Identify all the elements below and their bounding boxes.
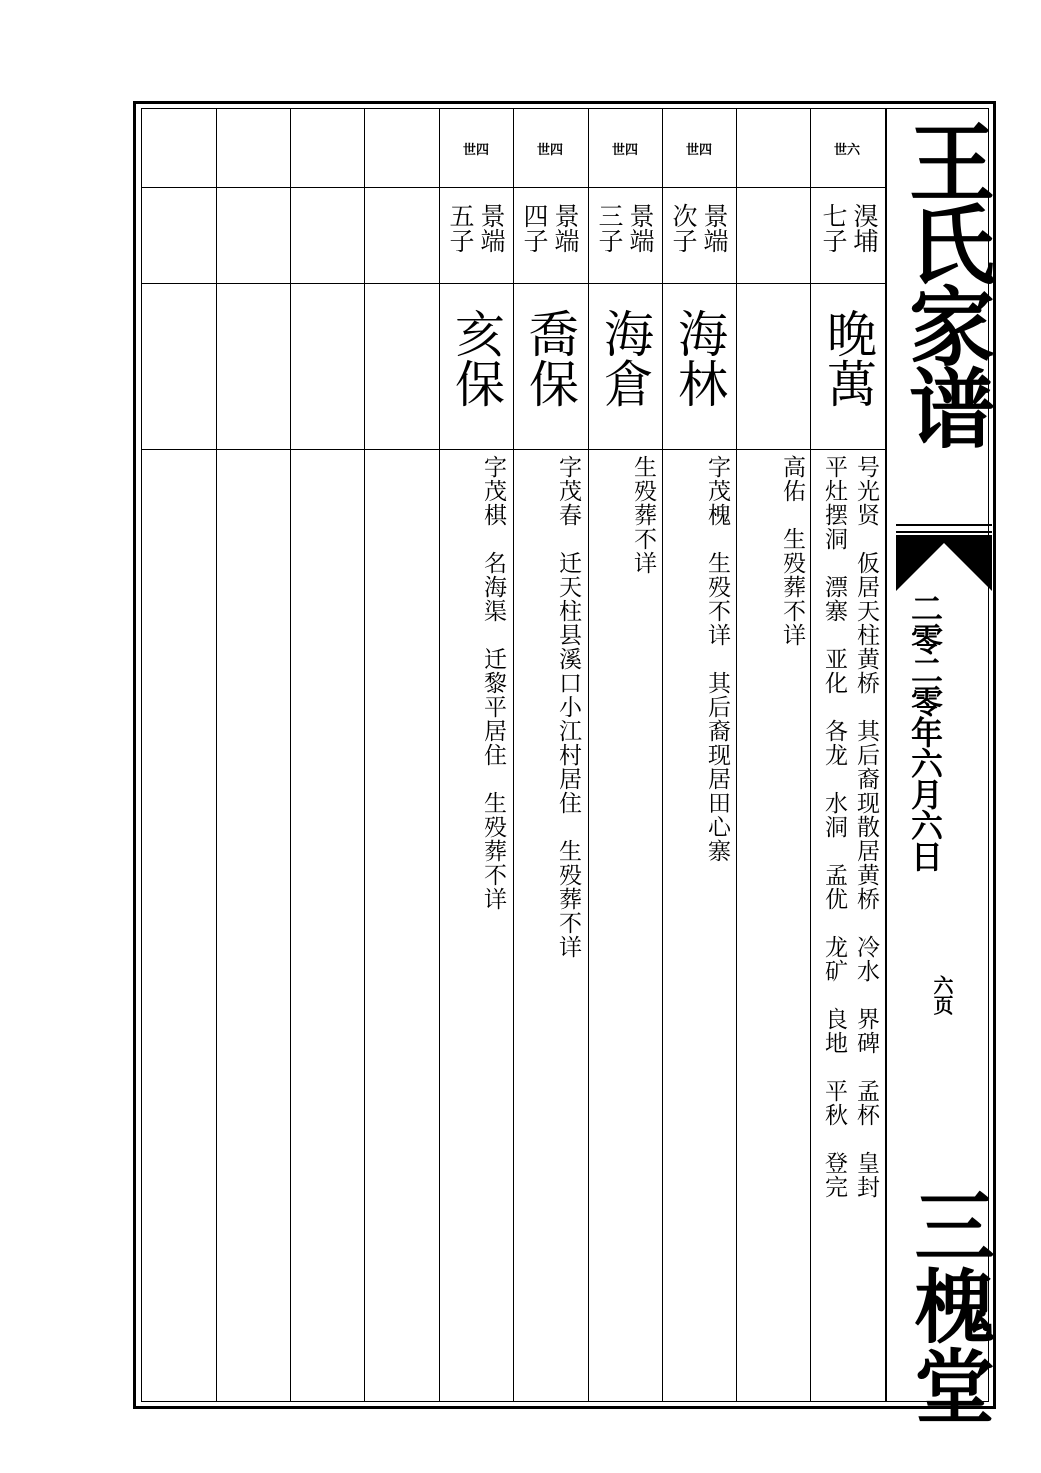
genealogy-title: 王氏家谱	[894, 118, 995, 446]
column-divider	[439, 108, 440, 1402]
title-rule	[896, 531, 992, 533]
relation-label: 景端 三子	[595, 203, 655, 253]
relation-label: 景端 次子	[669, 203, 729, 253]
person-name: 海倉	[596, 308, 654, 408]
generation-label: 世四	[536, 143, 563, 158]
biography-note: 号光贤 仮居天柱黄桥 其后裔现散居黄桥 冷水 界碑 孟杯 皇封	[853, 455, 879, 1199]
relation-label: 景端 四子	[520, 203, 580, 253]
person-name: 喬保	[521, 308, 579, 408]
column-divider	[216, 108, 217, 1402]
generation-label: 世四	[462, 143, 489, 158]
biography-note: 高佑 生殁葬不详	[779, 455, 805, 647]
title-column-divider	[885, 108, 887, 1402]
column-divider	[364, 108, 365, 1402]
column-divider	[736, 108, 737, 1402]
compile-date: 二零二零年六月六日	[906, 592, 944, 871]
biography-note: 平灶摆洞 漂寨 亚化 各龙 水洞 孟优 龙矿 良地 平秋 登完	[821, 455, 847, 1199]
column-divider	[513, 108, 514, 1402]
title-rule	[896, 524, 992, 526]
relation-label: 湨埔 七子	[819, 203, 879, 253]
row-divider	[141, 449, 885, 450]
column-divider	[588, 108, 589, 1402]
biography-note: 字茂槐 生殁不详 其后裔现居田心寨	[704, 455, 730, 863]
column-divider	[290, 108, 291, 1402]
biography-note: 字茂春 迁天柱县溪口小江村居住 生殁葬不详	[555, 455, 581, 959]
row-divider	[141, 187, 885, 188]
person-name: 晚萬	[819, 308, 877, 408]
person-name: 海林	[670, 308, 728, 408]
column-divider	[810, 108, 811, 1402]
page-number: 六页	[930, 975, 954, 1015]
relation-label: 景端 五子	[446, 203, 506, 253]
column-divider	[662, 108, 663, 1402]
biography-note: 字茂棋 名海渠 迁黎平居住 生殁葬不详	[480, 455, 506, 911]
row-divider	[141, 283, 885, 284]
generation-label: 世六	[833, 143, 860, 158]
hall-name: 三槐堂	[901, 1185, 995, 1425]
generation-label: 世四	[611, 143, 638, 158]
biography-note: 生殁葬不详	[630, 455, 656, 575]
generation-label: 世四	[685, 143, 712, 158]
person-name: 亥保	[447, 308, 505, 408]
fishtail-ornament	[896, 535, 992, 591]
